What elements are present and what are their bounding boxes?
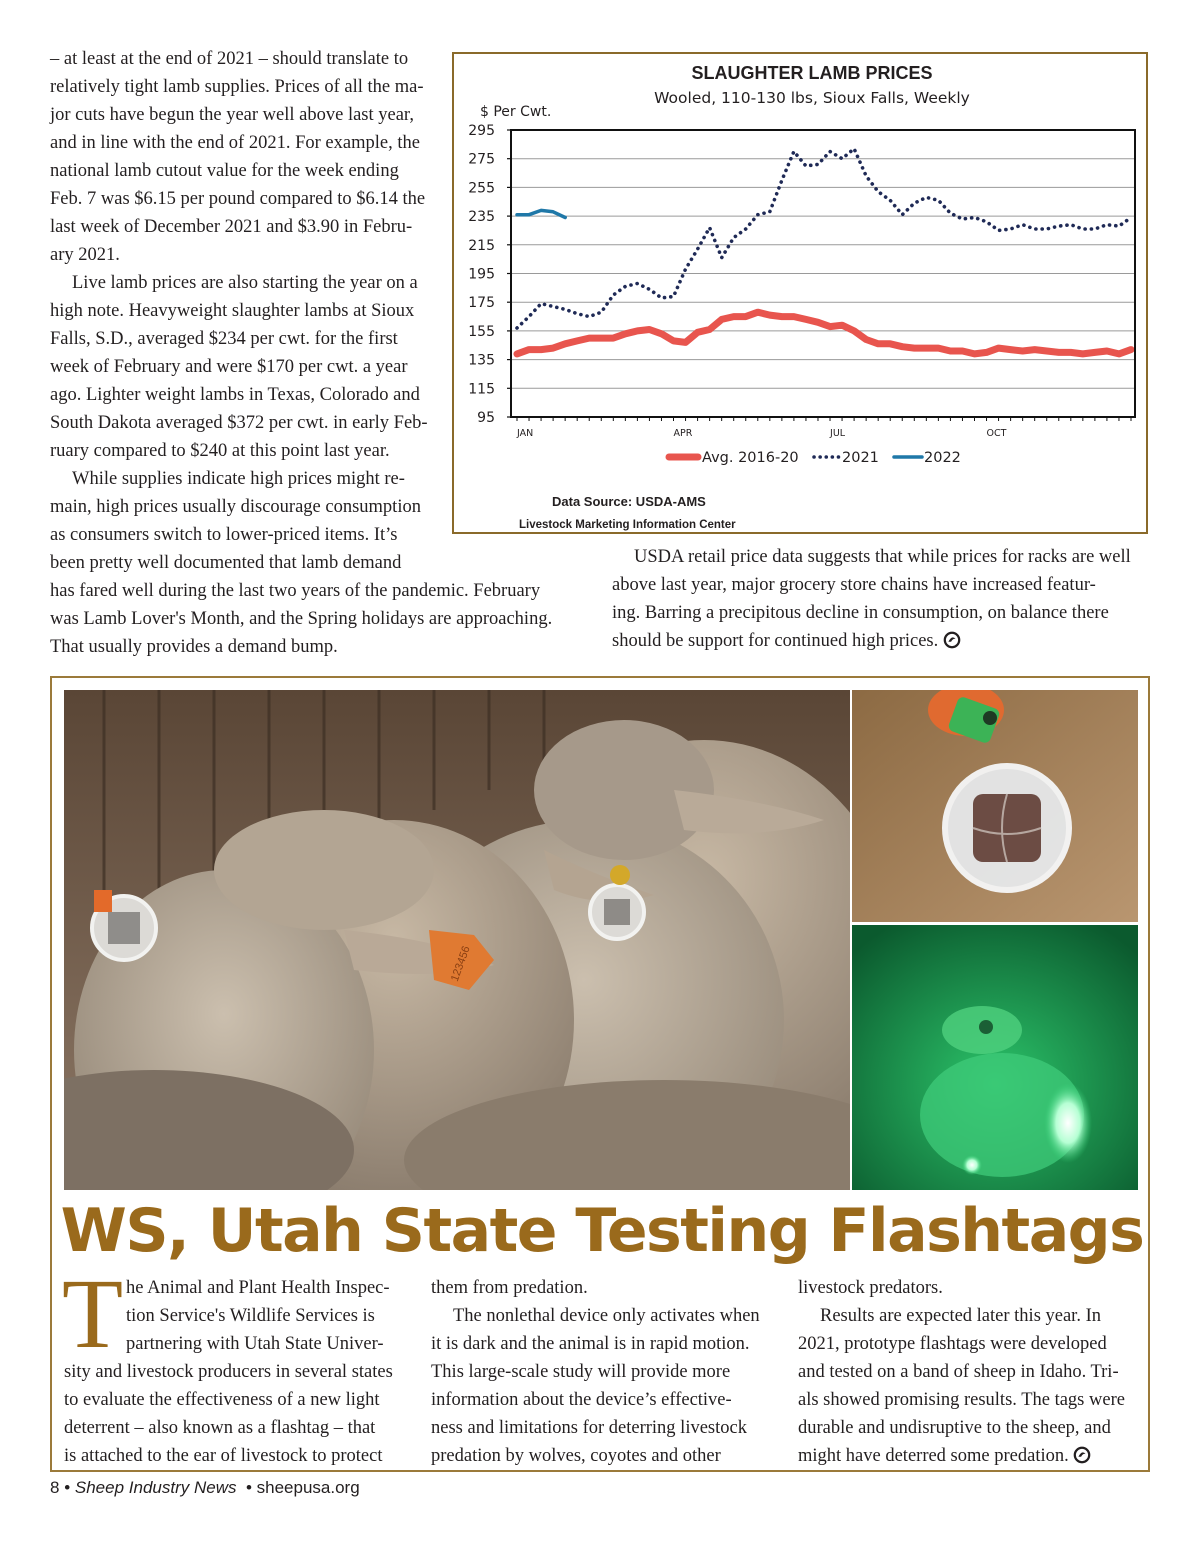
text-line: to evaluate the effectiveness of a new light <box>64 1390 380 1410</box>
data-source-center: Livestock Marketing Information Center <box>519 519 736 531</box>
flashtag-closeup-photo <box>852 690 1138 922</box>
text-line: last week of December 2021 and $3.90 in Febru- <box>50 217 413 237</box>
end-mark-icon <box>943 631 961 649</box>
y-axis-label: $ Per Cwt. <box>480 104 552 120</box>
publication-name: Sheep Industry News <box>74 1478 237 1497</box>
chart-title: SLAUGHTER LAMB PRICES <box>691 63 933 83</box>
sidebar-column-2 <box>431 1274 760 1470</box>
text-line: als showed promising results. The tags were <box>798 1390 1125 1410</box>
x-tick-label: JUL <box>830 428 846 439</box>
text-line: information about the device’s effective- <box>431 1390 732 1410</box>
text-line: ing. Barring a precipitous decline in consumption, on balance there <box>612 603 1109 623</box>
text-line: Live lamb prices are also starting the year on a <box>72 273 418 293</box>
text-line: predation by wolves, coyotes and other <box>431 1446 721 1466</box>
text-line: The nonlethal device only activates when <box>453 1306 760 1326</box>
y-tick-label: 95 <box>477 410 495 426</box>
text-line: he Animal and Plant Health Inspec- <box>126 1278 390 1298</box>
text-line: jor cuts have begun the year well above last year, <box>50 105 414 125</box>
series-line-avg-2016-20 <box>517 312 1131 354</box>
text-line: week of February and were $170 per cwt. a year <box>50 357 408 377</box>
text-line: national lamb cutout value for the week ending <box>50 161 399 181</box>
legend-label-avg: Avg. 2016-20 <box>702 450 799 466</box>
text-line: – at least at the end of 2021 – should translate to <box>50 49 409 69</box>
text-line: might have deterred some predation. <box>798 1442 1125 1470</box>
sidebar-column-3 <box>798 1274 1125 1470</box>
text-line: as consumers switch to lower-priced items. It’s <box>50 525 398 545</box>
end-mark-icon <box>1073 1446 1091 1464</box>
page-number: 8 <box>50 1478 60 1497</box>
right-column-text <box>612 543 1131 655</box>
series-line-2021 <box>517 149 1131 328</box>
legend-label-2021: 2021 <box>842 450 879 466</box>
text-line: deterrent – also known as a flashtag – that <box>64 1418 376 1438</box>
text-line: been pretty well documented that lamb demand <box>50 553 402 573</box>
footer-bullet-2: • <box>245 1478 252 1497</box>
text-line: main, high prices usually discourage consumption <box>50 497 421 517</box>
sidebar-column-1 <box>62 1258 393 1470</box>
text-line: it is dark and the animal is in rapid motion. <box>431 1334 750 1354</box>
sheep-illustration <box>64 690 850 1190</box>
y-tick-label: 215 <box>468 237 495 254</box>
x-tick-label: OCT <box>986 428 1007 439</box>
text-line: sity and livestock producers in several states <box>64 1362 393 1382</box>
text-line: was Lamb Lover's Month, and the Spring holidays are approaching. <box>50 609 553 629</box>
text-line: them from predation. <box>431 1278 588 1298</box>
data-source: Data Source: USDA-AMS <box>552 494 706 509</box>
text-line: above last year, major grocery store chains have increased featur- <box>612 575 1096 595</box>
flashtag-sidebar <box>50 676 1150 1472</box>
ear-tag-number: 123456 <box>448 944 473 984</box>
text-line: should be support for continued high prices. <box>612 627 1131 655</box>
text-line: ary 2021. <box>50 245 120 265</box>
flashtag-illustration <box>852 690 1138 922</box>
y-tick-label: 255 <box>468 180 495 197</box>
text-line: is attached to the ear of livestock to protect <box>64 1446 383 1466</box>
text-line: USDA retail price data suggests that while prices for racks are well <box>634 547 1131 567</box>
text-line: Results are expected later this year. In <box>820 1306 1101 1326</box>
y-tick-label: 155 <box>468 323 495 340</box>
y-tick-label: 195 <box>468 266 495 283</box>
y-tick-label: 115 <box>468 381 495 398</box>
dropcap: T <box>62 1258 124 1369</box>
chart-panel <box>452 52 1148 534</box>
website[interactable]: sheepusa.org <box>256 1478 360 1497</box>
slaughter-lamb-prices-chart <box>454 54 1146 532</box>
text-line: ago. Lighter weight lambs in Texas, Colorado and <box>50 385 420 405</box>
text-line: high note. Heavyweight slaughter lambs at Sioux <box>50 301 415 321</box>
x-tick-label: JAN <box>517 428 534 439</box>
y-tick-label: 175 <box>468 295 495 312</box>
y-tick-label: 135 <box>468 352 495 369</box>
text-line: partnering with Utah State Univer- <box>126 1334 384 1354</box>
y-tick-label: 275 <box>468 151 495 168</box>
flashtag-glow-illustration <box>852 925 1138 1190</box>
text-line: That usually provides a demand bump. <box>50 637 338 657</box>
text-line: relatively tight lamb supplies. Prices of all the ma- <box>50 77 424 97</box>
text-line: livestock predators. <box>798 1278 943 1298</box>
text-line: has fared well during the last two years of the pandemic. February <box>50 581 541 601</box>
text-line: and tested on a band of sheep in Idaho. Tri- <box>798 1362 1119 1382</box>
chart-subtitle: Wooled, 110-130 lbs, Sioux Falls, Weekly <box>654 89 970 107</box>
x-tick-label: APR <box>673 428 693 439</box>
y-tick-label: 295 <box>468 123 495 139</box>
text-line: This large-scale study will provide more <box>431 1362 731 1382</box>
text-line: South Dakota averaged $372 per cwt. in early Feb- <box>50 413 428 433</box>
text-line: Falls, S.D., averaged $234 per cwt. for the first <box>50 329 398 349</box>
y-tick-label: 235 <box>468 209 495 226</box>
text-line: and in line with the end of 2021. For example, the <box>50 133 420 153</box>
text-line: While supplies indicate high prices might re- <box>72 469 405 489</box>
footer-bullet: • <box>64 1478 71 1497</box>
sidebar-headline: WS, Utah State Testing Flashtags <box>60 1196 1144 1266</box>
legend <box>669 450 961 466</box>
text-line: Feb. 7 was $6.15 per pound compared to $6.14 the <box>50 189 426 209</box>
sheep-photo <box>64 690 850 1190</box>
legend-label-2022: 2022 <box>924 450 961 466</box>
flashtag-glow-photo <box>852 925 1138 1190</box>
text-line: durable and undisruptive to the sheep, and <box>798 1418 1111 1438</box>
page-footer <box>50 1478 360 1498</box>
text-line: ness and limitations for deterring livestock <box>431 1418 747 1438</box>
text-line: ruary compared to $240 at this point last year. <box>50 441 390 461</box>
text-line: 2021, prototype flashtags were developed <box>798 1334 1107 1354</box>
text-line: tion Service's Wildlife Services is <box>126 1306 375 1326</box>
